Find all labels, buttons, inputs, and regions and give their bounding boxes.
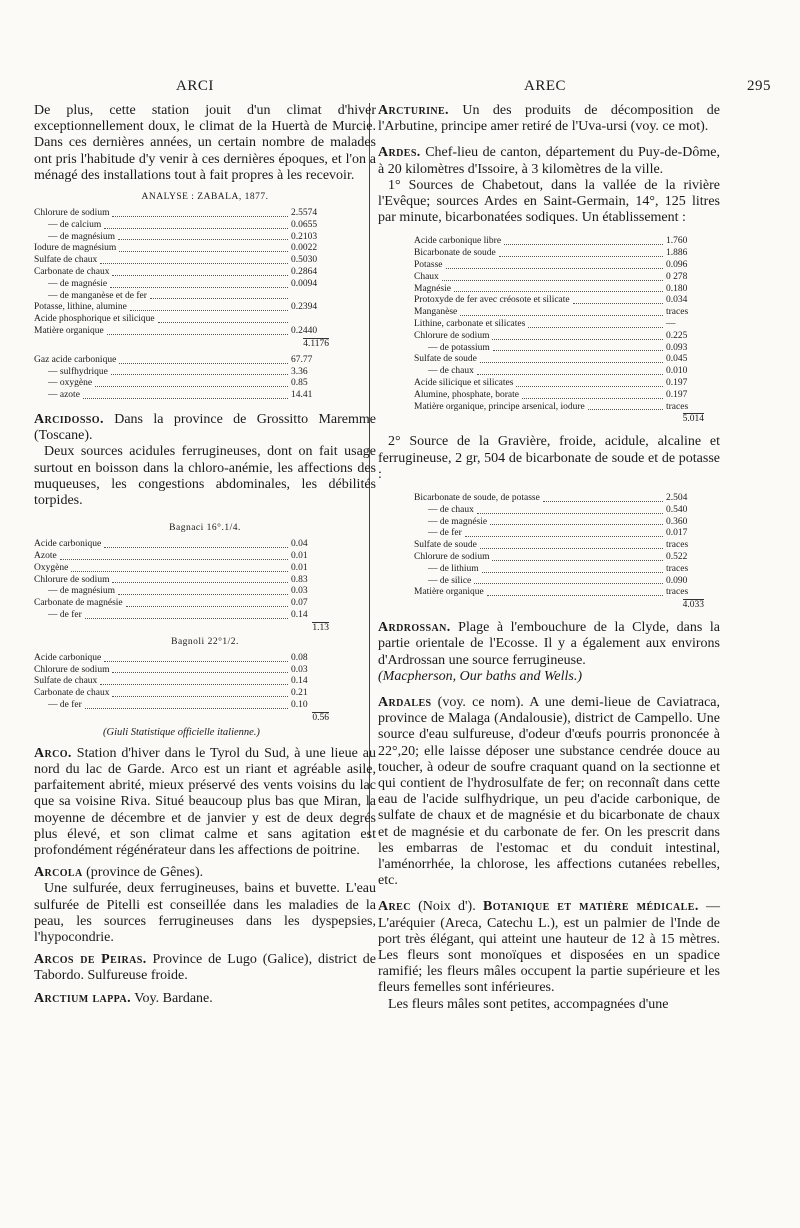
component-value [291, 314, 329, 326]
component-name: Acide carbonique [34, 539, 102, 550]
component-value: 0.14 [291, 676, 308, 687]
analysis-row [414, 284, 704, 296]
analysis-row [34, 539, 329, 551]
analysis-row [34, 551, 329, 563]
component-value: 0.2394 [291, 302, 318, 313]
entry-text: (Noix d'). [410, 899, 483, 915]
analysis-row [414, 295, 704, 307]
component-value: traces [666, 540, 689, 551]
analysis-row [34, 598, 329, 610]
component-value: 0.360 [666, 516, 688, 527]
component-value: 0.2864 [291, 267, 318, 277]
component-value: traces [666, 401, 689, 412]
component-value: 0.07 [291, 598, 308, 609]
bagnoli-table [34, 653, 329, 712]
entry-keyword: Arcturine. [378, 103, 449, 118]
component-value: 2.5574 [291, 208, 318, 219]
component-name: Chlorure de sodium [414, 330, 490, 341]
entry-ardrossan [378, 620, 720, 669]
analysis-row [414, 319, 704, 331]
entry-text: Un des produits de décomposition de l'Arbutine, principe amer retiré de l'Uva-ursi (voy. ce mot). [378, 103, 720, 135]
component-name: Acide silicique et silicates [414, 377, 514, 388]
component-value: traces [666, 563, 689, 574]
analysis-row [34, 314, 329, 326]
analysis-row [34, 676, 329, 688]
component-name: Manganèse [414, 307, 458, 318]
page-number: 295 [747, 78, 771, 94]
bagnaci-title: Bagnaci 16°.1/4. [169, 523, 241, 534]
component-value: 67.77 [291, 354, 313, 365]
entry-text: — L'aréquier (Areca, Catechu L.), est un palmier de l'Inde de port très élégant, qui atteint une hauteur de 12 à 15 mètres. Les fleurs sont monoïques et disposées en un spadice ramifié; les fleurs mâles occupent la partie supérieure et les fleurs femelles sont inférieures. [378, 899, 721, 996]
entry-arcidosso [34, 412, 376, 444]
component-name: — de fer [48, 609, 82, 620]
analysis-row [34, 255, 329, 267]
component-value: 0.04 [291, 539, 308, 550]
component-value: 0.225 [666, 330, 688, 341]
analysis-row [414, 505, 704, 517]
analysis-row [34, 267, 329, 279]
analysis-row [34, 367, 329, 379]
component-value: 0.83 [291, 574, 308, 585]
analysis-row [414, 587, 704, 599]
component-value: 0.017 [666, 528, 688, 539]
analysis-row [34, 665, 329, 677]
component-name: Sulfate de chaux [34, 676, 98, 687]
component-value: 0.034 [666, 295, 688, 306]
component-value: 0.090 [666, 575, 688, 586]
entry-arctium [34, 991, 376, 1007]
graviere-total: 4.033 [682, 600, 704, 611]
component-name: — de manganèse et de fer [48, 290, 147, 301]
intro-paragraph: De plus, cette station jouit d'un climat d'hiver exceptionnellement doux, le climat de la Huertà de Murcie. Dans ces dernières années, un certain nombre de malades ont pris l'habitude d'y venir à ces dernières époques, et l'on a ménagé des installations tout à fait propres à les recevoir. [34, 103, 376, 183]
entry-keyword: Arcos de Peiras. [34, 952, 147, 968]
arec-paragraph: Les fleurs mâles sont petites, accompagnées d'une [388, 996, 669, 1012]
component-name: — de chaux [428, 366, 474, 377]
analysis-row [414, 540, 704, 552]
left-column [34, 103, 376, 1007]
analysis-row [414, 528, 704, 540]
component-value: 1.886 [666, 248, 688, 259]
analysis-row [414, 354, 704, 366]
component-value: — [666, 319, 676, 329]
source-reference: (Giuli Statistique officielle italienne.) [103, 726, 260, 738]
entry-keyword: Ardales [378, 694, 432, 710]
entry-keyword: Arco. [34, 745, 72, 761]
entry-arcos [34, 952, 376, 984]
component-name: Bicarbonate de soude, de potasse [414, 492, 540, 503]
component-value: 0.01 [291, 550, 308, 561]
entry-subheading: Botanique et matière médicale. [482, 899, 699, 915]
component-name: — de magnésium [48, 231, 116, 242]
component-name: Sulfate de chaux [34, 255, 98, 266]
component-value: 0.522 [666, 551, 688, 562]
component-name: Matière organique [414, 587, 484, 598]
entry-ardales [378, 695, 720, 889]
component-value: 0.093 [666, 342, 688, 353]
component-value: 0.85 [291, 378, 308, 389]
arcola-paragraph: Une sulfurée, deux ferrugineuses, bains et buvette. L'eau sulfurée de Pitelli est conseillée dans les maladies de la peau, les sources ferrugineuses dans les dyspepsies, l'hypocondrie. [34, 881, 376, 945]
component-value: 0.03 [291, 586, 308, 597]
analysis-row [414, 552, 704, 564]
analysis-title: ANALYSE : ZABALA, 1877. [141, 192, 269, 203]
chabetout-table [414, 236, 704, 413]
entry-keyword: Arctium lappa. [34, 990, 131, 1006]
component-name: Bicarbonate de soude [414, 248, 496, 259]
component-name: Chlorure de sodium [34, 664, 110, 675]
entry-arco [34, 746, 376, 859]
analysis-row [414, 248, 704, 260]
component-name: — azote [48, 390, 80, 401]
entry-arcola [34, 865, 376, 881]
component-name: — oxygène [48, 378, 93, 389]
gas-analysis-table [34, 355, 329, 402]
zabala-analysis-table [34, 208, 329, 338]
entry-text: Province de Lugo (Galice), district de Tabordo. Sulfureuse froide. [34, 952, 376, 984]
ardrossan-reference: (Macpherson, Our baths and Wells.) [378, 668, 583, 684]
arcidosso-paragraph: Deux sources acidules ferrugineuses, dont on fait usage surtout en boisson dans la chloro-anémie, les affections des muqueuses, les congestions abdominales, les débilités torpides. [34, 444, 376, 508]
analysis-row [414, 272, 704, 284]
bagnoli-total: 0.56 [312, 712, 329, 723]
component-name: — de lithium [428, 563, 479, 574]
component-value: 0.540 [666, 504, 688, 515]
analysis-row [414, 307, 704, 319]
analysis-row [414, 236, 704, 248]
component-name: Alumine, phosphate, borate [414, 389, 520, 400]
analysis-row [34, 378, 329, 390]
zabala-total: 4.1176 [303, 338, 329, 349]
analysis-row [414, 260, 704, 272]
component-name: Chlorure de sodium [414, 551, 490, 562]
analysis-row [34, 390, 329, 402]
component-name: — sulfhydrique [48, 366, 108, 377]
component-value: 14.41 [291, 390, 313, 401]
component-value: 0.14 [291, 609, 308, 620]
analysis-row [34, 700, 329, 712]
entry-keyword: Arec [378, 899, 411, 915]
analysis-row [34, 291, 329, 303]
component-value: 0.045 [666, 354, 688, 365]
component-name: Carbonate de chaux [34, 267, 110, 277]
analysis-row [34, 610, 329, 622]
entry-keyword: Arcola [34, 865, 83, 881]
entry-text: Dans la province de Grossitto Maremme (Toscane). [34, 411, 376, 444]
component-value: 1.760 [666, 236, 688, 247]
component-name: — de silice [428, 575, 472, 586]
analysis-row [414, 402, 704, 414]
component-name: Chaux [414, 271, 439, 282]
graviere-paragraph: 2° Source de la Gravière, froide, acidule, alcaline et ferrugineuse, 2 gr, 504 de bicarbonate de soude et de potasse : [378, 434, 720, 482]
running-head-center: AREC [524, 78, 567, 94]
component-value: 0.197 [666, 377, 688, 388]
component-name: Potasse, lithine, alumine [34, 302, 127, 313]
entry-text: Plage à l'embouchure de la Clyde, dans la partie orientale de l'Ecosse. Il y a également aux environs d'Ardrossan une source ferrugineuse. [378, 620, 720, 668]
component-name: Oxygène [34, 562, 69, 573]
component-name: Acide carbonique [34, 652, 102, 663]
bagnaci-table [34, 539, 329, 622]
component-name: Chlorure de sodium [34, 574, 110, 585]
entry-text: (voy. ce nom). A une demi-lieue de Caviatraca, province de Malaga (Andalousie), district de Campello. Une source d'eau sulfureuse, d'odeur d'œufs pourris prononcée à 22°,20; elle laisse déposer une substance cendrée douce au toucher, à odeur de soufre craquant quand on la sectionne et qui contient de l'hydrosulfate de fer; on reconnaît dans cette eau de l'acide sulfhydrique, un peu d'acide carbonique, de sulfate de chaux et de magnésie et du bicarbonate de chaux et de magnésie et du carbonate de fer. On les prescrit dans les embarras de l'estomac et du conduit intestinal, l'aménorrhée, la chlorose, les affections cutanées rebelles, etc. [378, 694, 720, 889]
entry-text: Station d'hiver dans le Tyrol du Sud, à une lieue au nord du lac de Garde. Arco est un riant et agréable asile, parfaitement abrité, mieux préservé des vents voisins du lac que sa voisine Riva. Situé beaucoup plus bas que Miran, la moyenne de décembre et de janvier y est de deux degrés plus élevé, et son climat calme et sans agitation est profondément régénérateur dans les affections de poitrine. [34, 745, 376, 858]
analysis-row [34, 243, 329, 255]
component-name: Carbonate de magnésie [34, 598, 123, 609]
component-name: Iodure de magnésium [34, 243, 117, 254]
component-value: 0.096 [666, 260, 688, 271]
analysis-row [414, 343, 704, 355]
analysis-row [34, 326, 329, 338]
component-name: Matière organique [34, 325, 104, 336]
right-column [378, 103, 720, 1013]
component-value: 3.36 [291, 366, 308, 377]
component-name: Protoxyde de fer avec créosote et silicate [414, 295, 570, 306]
analysis-row [34, 220, 329, 232]
component-value: 0 278 [666, 271, 688, 282]
analysis-row [34, 575, 329, 587]
ardes-paragraph: 1° Sources de Chabetout, dans la vallée de la rivière l'Evêque; sources Ardes en Saint-Germain, 14°, 125 litres par minute, bicarbonatées sodiques. Un établissement : [378, 177, 720, 226]
component-value: 0.2103 [291, 231, 318, 242]
analysis-row [34, 586, 329, 598]
component-value [291, 291, 329, 303]
component-name: Chlorure de sodium [34, 208, 110, 219]
component-value: 0.0094 [291, 278, 318, 289]
analysis-row [34, 208, 329, 220]
graviere-table [414, 493, 704, 599]
analysis-row [34, 563, 329, 575]
component-value: traces [666, 307, 689, 318]
entry-text: Chef-lieu de canton, département du Puy-de-Dôme, à 20 kilomètres d'Issoire, à 3 kilomètres de la ville. [378, 145, 720, 177]
component-name: — de potassium [428, 342, 490, 353]
component-name: Acide phosphorique et silicique [34, 314, 155, 325]
entry-ardes [378, 145, 720, 177]
component-name: Lithine, carbonate et silicates [414, 319, 526, 329]
component-name: Azote [34, 550, 57, 561]
component-name: Acide carbonique libre [414, 236, 502, 247]
analysis-row [34, 653, 329, 665]
analysis-row [34, 355, 329, 367]
component-name: — de chaux [428, 504, 474, 515]
component-value: 0.03 [291, 664, 308, 675]
component-name: Sulfate de soude [414, 354, 477, 365]
component-value: 2.504 [666, 492, 688, 503]
analysis-row [414, 390, 704, 402]
component-value: 0.180 [666, 283, 688, 294]
component-value: traces [666, 587, 689, 598]
component-value: 0.0655 [291, 219, 318, 230]
component-value: 0.197 [666, 389, 688, 400]
component-name: — de magnésie [428, 516, 488, 527]
entry-keyword: Ardes. [378, 145, 421, 161]
chabetout-total: 5.014 [682, 414, 704, 425]
component-name: Sulfate de soude [414, 540, 477, 551]
entry-keyword: Ardrossan. [378, 620, 451, 636]
component-name: — de magnésium [48, 586, 116, 597]
component-name: — de fer [48, 699, 82, 710]
bagnoli-title: Bagnoli 22°1/2. [171, 636, 239, 647]
analysis-row [34, 232, 329, 244]
entry-text: Voy. Bardane. [130, 990, 213, 1006]
entry-text: (province de Gênes). [82, 865, 204, 881]
analysis-row [414, 517, 704, 529]
component-value: 0.2440 [291, 325, 318, 336]
analysis-row [34, 302, 329, 314]
component-value: 0.21 [291, 688, 308, 699]
component-name: Magnésie [414, 283, 451, 294]
analysis-row [414, 378, 704, 390]
entry-arec [378, 899, 720, 996]
analysis-row [34, 688, 329, 700]
analysis-row [34, 279, 329, 291]
component-value: 0.01 [291, 562, 308, 573]
analysis-row [414, 493, 704, 505]
component-name: Matière organique, principe arsenical, iodure [414, 401, 585, 412]
analysis-row [414, 576, 704, 588]
component-name: — de calcium [48, 219, 102, 230]
bagnaci-total: 1.13 [312, 622, 329, 633]
component-name: Gaz acide carbonique [34, 354, 117, 365]
entry-keyword: Arcidosso. [34, 411, 104, 427]
entry-arcturine [378, 103, 720, 135]
analysis-row [414, 366, 704, 378]
analysis-row [414, 564, 704, 576]
component-value: 0.10 [291, 699, 308, 710]
component-name: — de fer [428, 528, 462, 539]
component-name: — de magnésie [48, 278, 108, 289]
component-name: Potasse [414, 260, 443, 271]
running-head-left: ARCI [176, 78, 214, 94]
component-value: 0.010 [666, 366, 688, 377]
component-name: Carbonate de chaux [34, 688, 110, 699]
component-value: 0.0022 [291, 243, 318, 254]
component-value: 0.5030 [291, 255, 318, 266]
analysis-row [414, 331, 704, 343]
component-value: 0.08 [291, 652, 308, 663]
